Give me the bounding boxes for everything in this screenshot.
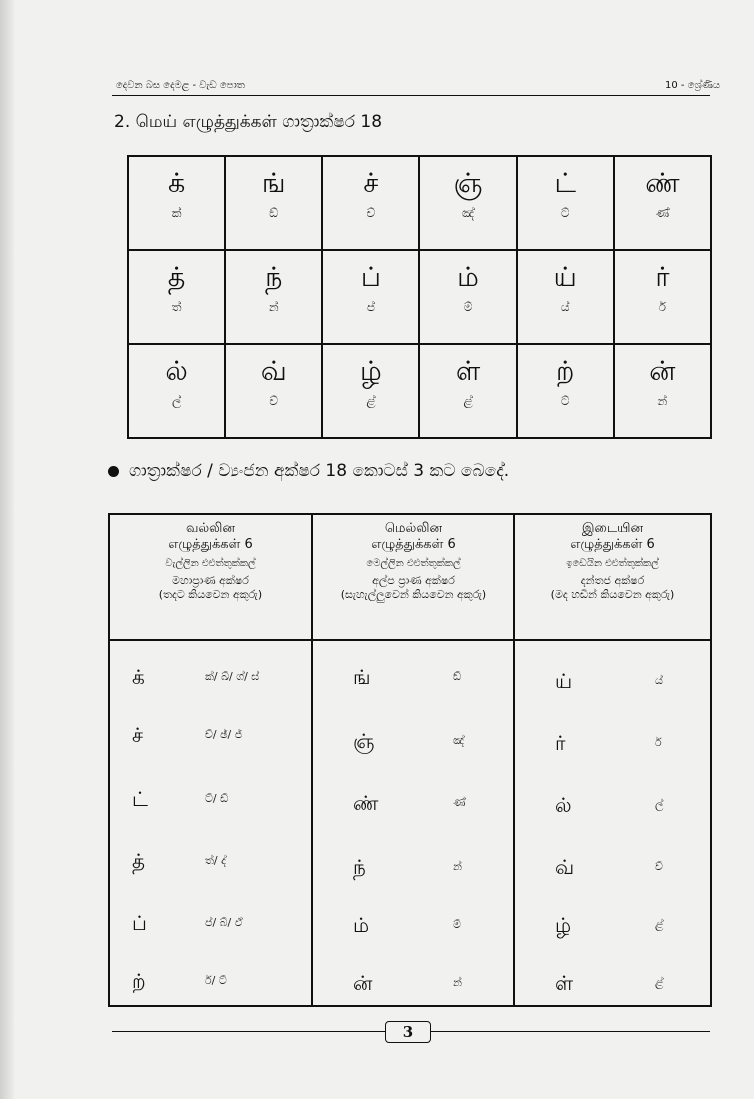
column-title-tamil: வல்லின (185, 521, 236, 536)
grid-cell (322, 344, 419, 438)
list-item (110, 849, 311, 879)
grid-cell (517, 344, 614, 438)
list-item (313, 665, 514, 695)
column-header (515, 515, 710, 641)
column-subtitle-tamil: எழுத்துக்கள் 6 (570, 537, 655, 552)
sinhala-letter: ම් (463, 300, 473, 314)
tamil-letter: வ் (260, 356, 287, 387)
sinhala-equivalent: ත්/ ද් (205, 854, 227, 867)
grid-cell (322, 156, 419, 250)
tamil-letter: ஞ் (353, 729, 375, 753)
sinhala-letter: ට් (560, 206, 570, 220)
tamil-letter: ல் (165, 356, 188, 387)
tamil-letter: ழ் (555, 913, 572, 937)
tamil-letter: ச் (363, 168, 379, 199)
list-item (515, 913, 710, 943)
sinhala-letter: න් (657, 394, 668, 408)
tamil-letter: ழ் (360, 356, 382, 387)
sinhala-equivalent: ච්/ ඡ්/ ජ් (205, 728, 243, 741)
classification-note (108, 461, 509, 481)
sinhala-equivalent: ළ් (655, 918, 664, 931)
sinhala-equivalent: ය් (655, 674, 663, 687)
column-description: (සැහැල්ලුවෙන් කියවෙන අකුරු) (340, 588, 487, 601)
grid-cell (128, 344, 225, 438)
sinhala-equivalent: ක්/ ඛ්/ ග්/ ඝ් (205, 670, 260, 683)
sinhala-equivalent: ප්/ බ්/ ඵ් (205, 916, 243, 929)
grid-cell (419, 344, 516, 438)
sinhala-equivalent: ළ් (655, 976, 664, 989)
tamil-letter: ப் (360, 262, 381, 293)
tamil-letter: ட் (132, 787, 148, 811)
tamil-letter: ங் (261, 168, 286, 199)
column-title-tamil: இடையின (581, 521, 644, 536)
classification-table (108, 513, 712, 1007)
sinhala-equivalent: ඤ් (453, 734, 465, 747)
sinhala-equivalent: ව් (655, 860, 663, 873)
mellina-column (311, 515, 514, 1005)
tamil-letter: ர் (555, 731, 566, 755)
column-title-sinhala: මහාප්‍රාණ අක්ෂර (172, 574, 249, 587)
grid-cell (128, 250, 225, 344)
sinhala-letter: ට් (560, 394, 570, 408)
column-description: (තදට කියවෙන අකුරු) (158, 588, 263, 601)
tamil-letter: ர் (655, 262, 670, 293)
list-item (515, 855, 710, 885)
grid-cell (225, 250, 322, 344)
column-header (313, 515, 514, 641)
classification-text: ගාත්‍රාක්ෂර / ව්‍යංජන අක්ෂර 18 කොටස් 3 කට බෙදේ. (129, 461, 510, 481)
sinhala-equivalent: ල් (655, 798, 664, 811)
idaiyina-column (513, 515, 710, 1005)
page-edge-shadow (0, 0, 14, 1099)
list-item (515, 793, 710, 823)
tamil-letter: ண் (353, 791, 379, 815)
tamil-letter: ஞ் (453, 168, 483, 199)
sinhala-equivalent: ඞ් (453, 670, 462, 683)
column-header (110, 515, 311, 641)
tamil-letter: ம் (353, 913, 370, 937)
list-item (110, 723, 311, 753)
sinhala-equivalent: ර් (655, 736, 662, 749)
sinhala-letter: ර් (658, 300, 667, 314)
list-item (515, 731, 710, 761)
sinhala-letter: ඤ් (462, 206, 475, 220)
sinhala-equivalent: ට්/ ඩ් (205, 792, 229, 805)
tamil-letter: ந் (265, 262, 283, 293)
sinhala-letter: ච් (366, 206, 376, 220)
tamil-letter: ள் (455, 356, 481, 387)
running-header-left: දෙවන බස දෙමළ - වැඩ පොත (116, 80, 245, 91)
tamil-letter: த் (167, 262, 186, 293)
column-transliteration: වැල්ලින එළුත්තුක්කල් (165, 558, 256, 569)
list-item (110, 911, 311, 941)
tamil-letter: ல் (555, 793, 572, 817)
list-item (313, 729, 514, 759)
column-title-sinhala: අල්ප ප්‍රාණ අක්ෂර (372, 574, 455, 587)
vallina-column (110, 515, 311, 1005)
sinhala-equivalent: න් (453, 860, 462, 873)
header-rule (112, 95, 710, 96)
sinhala-letter: ක් (171, 206, 182, 220)
list-item (313, 791, 514, 821)
tamil-letter: ன் (649, 356, 676, 387)
list-item (515, 971, 710, 1001)
tamil-letter: க் (132, 665, 145, 689)
grid-row (128, 156, 711, 250)
grid-cell (419, 250, 516, 344)
sinhala-letter: ළ් (463, 394, 473, 408)
tamil-letter: ற் (556, 356, 575, 387)
sinhala-letter: ල් (172, 394, 182, 408)
grid-cell (517, 156, 614, 250)
column-title-sinhala: දන්තජ අක්ෂර (580, 574, 645, 587)
column-transliteration: ඉඩෙයින එළුත්තුක්කල් (566, 558, 659, 569)
list-item (313, 913, 514, 943)
list-item (515, 669, 710, 699)
tamil-letter: ன் (353, 971, 373, 995)
tamil-letter: த் (132, 849, 146, 873)
tamil-letter: ங் (353, 665, 371, 689)
tamil-letter: ள் (555, 971, 574, 995)
tamil-letter: ட் (554, 168, 576, 199)
sinhala-letter: ය් (560, 300, 570, 314)
tamil-letter: ப் (132, 911, 147, 935)
column-title-tamil: மெல்லின (384, 521, 443, 536)
list-item (313, 971, 514, 1001)
grid-cell (614, 250, 711, 344)
column-subtitle-tamil: எழுத்துக்கள் 6 (168, 537, 253, 552)
grid-cell (128, 156, 225, 250)
column-transliteration: මෙල්ලින එළුත්තුක්කල් (366, 558, 461, 569)
grid-cell (614, 344, 711, 438)
consonant-grid (127, 155, 712, 439)
list-item (313, 855, 514, 885)
grid-cell (419, 156, 516, 250)
list-item (110, 787, 311, 817)
tamil-letter: ண் (645, 168, 680, 199)
sinhala-letter: න් (268, 300, 279, 314)
running-header-right: 10 - ශ්‍රේණිය (665, 80, 721, 91)
column-subtitle-tamil: எழுத்துக்கள் 6 (371, 537, 456, 552)
sinhala-equivalent: ණ් (453, 796, 466, 809)
tamil-letter: ச் (132, 723, 144, 747)
tamil-letter: ய் (555, 669, 573, 693)
page-number: 3 (385, 1021, 431, 1043)
grid-cell (322, 250, 419, 344)
grid-cell (225, 156, 322, 250)
tamil-letter: ற் (132, 969, 146, 993)
tamil-letter: ந் (353, 855, 366, 879)
sinhala-letter: ත් (171, 300, 182, 314)
sinhala-letter: ළ් (366, 394, 376, 408)
sinhala-equivalent: ම් (453, 918, 461, 931)
tamil-letter: ய் (553, 262, 577, 293)
list-item (110, 969, 311, 999)
sinhala-equivalent: ර්/ ට් (205, 974, 227, 987)
sinhala-letter: ණ් (655, 206, 670, 220)
sinhala-letter: ඞ් (269, 206, 279, 220)
tamil-letter: ம் (457, 262, 479, 293)
tamil-letter: க் (167, 168, 186, 199)
grid-row (128, 344, 711, 438)
sinhala-letter: ව් (269, 394, 279, 408)
list-item (110, 665, 311, 695)
bullet-icon (108, 466, 119, 477)
sinhala-letter: ප් (366, 300, 375, 314)
grid-cell (517, 250, 614, 344)
grid-cell (225, 344, 322, 438)
section-title: 2. மெய் எழுத்துக்கள் ගාත්‍රාක්ෂර 18 (114, 112, 383, 132)
column-description: (මද හඩින් කියවෙන අකුරු) (550, 588, 675, 601)
grid-cell (614, 156, 711, 250)
grid-row (128, 250, 711, 344)
tamil-letter: வ் (555, 855, 575, 879)
sinhala-equivalent: න් (453, 976, 462, 989)
